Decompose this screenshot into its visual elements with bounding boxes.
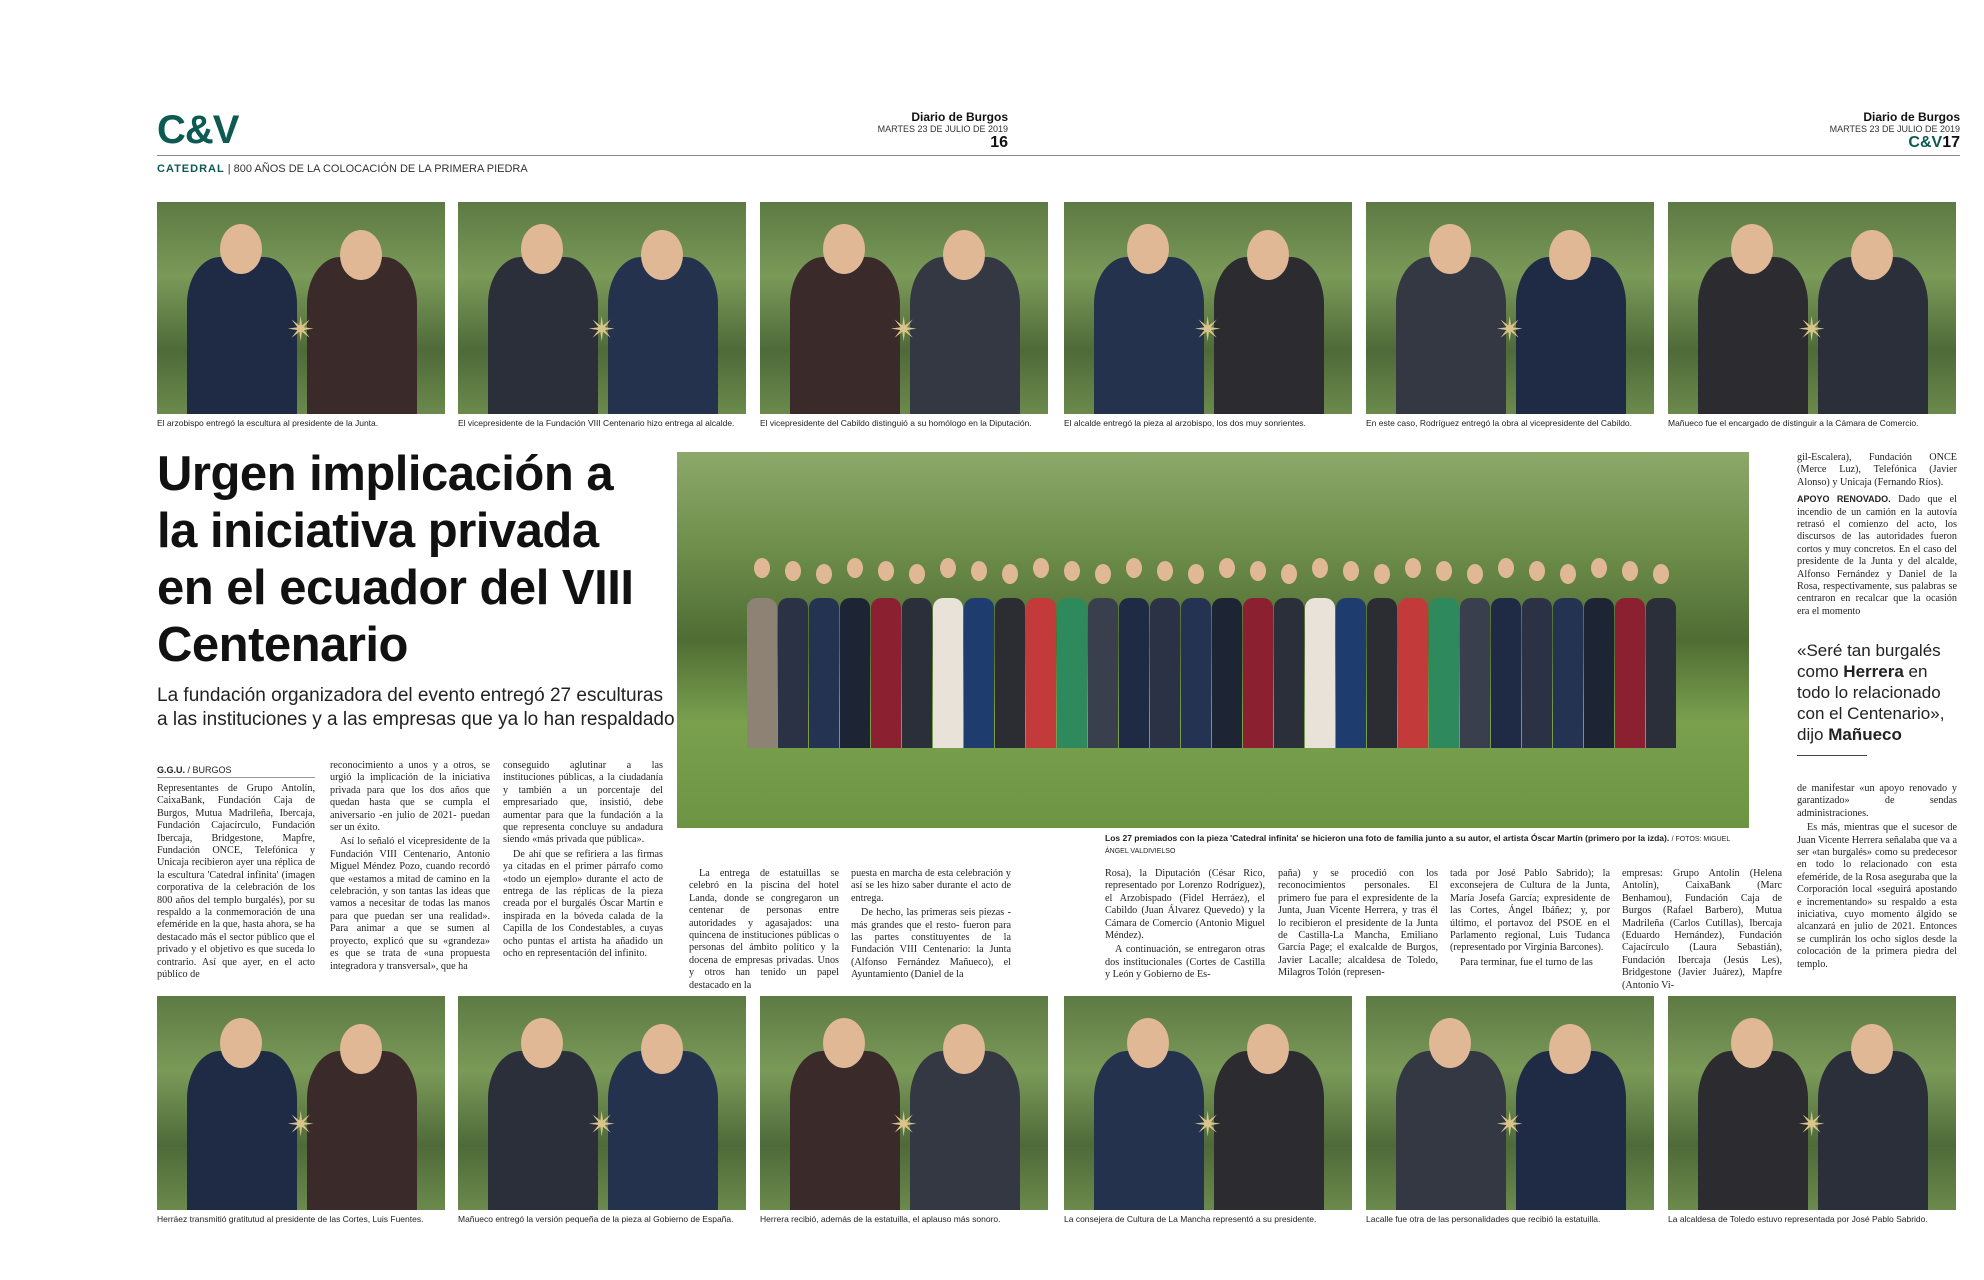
person-figure xyxy=(608,1051,718,1210)
left-masthead xyxy=(860,110,1008,152)
award-photo xyxy=(1668,202,1956,414)
person-face xyxy=(1127,1018,1169,1068)
photo-caption: Herrera recibió, además de la estatuilla, el aplauso más sonoro. xyxy=(760,1214,1001,1224)
sculpture-icon: ✴ xyxy=(286,310,316,350)
sculpture-icon: ✴ xyxy=(1495,1105,1525,1145)
person-figure xyxy=(488,1051,598,1210)
photo-caption: El vicepresidente de la Fundación VIII Centenario hizo entrega al alcalde. xyxy=(458,418,735,428)
person-figure xyxy=(1396,257,1506,414)
group-face xyxy=(1281,564,1297,584)
person-face xyxy=(1731,224,1773,274)
column-6: Rosa), la Diputación (César Rico, representado por Lorenzo Rodríguez), el Arzobispado (Fidel Herráez), el Cabildo (Juan Álvarez Quevedo) y la Cámara de Comercio (Antonio Miguel Méndez). A continuación, se entregaron otras dos institucionales (Cortes de Castilla y León y Gobierno de Es- xyxy=(1105,868,1265,981)
group-person xyxy=(747,598,777,748)
group-face xyxy=(1250,561,1266,581)
group-face xyxy=(1312,558,1328,578)
sculpture-icon: ✴ xyxy=(889,310,919,350)
group-face xyxy=(1126,558,1142,578)
group-person xyxy=(1305,598,1335,748)
group-person xyxy=(1243,598,1273,748)
person-figure xyxy=(1094,257,1204,414)
header-rule xyxy=(157,155,1960,156)
group-face xyxy=(1560,564,1576,584)
person-figure xyxy=(1396,1051,1506,1210)
section-header: CATEDRAL | 800 AÑOS DE LA COLOCACIÓN DE LA PRIMERA PIEDRA xyxy=(157,163,528,175)
group-person xyxy=(1367,598,1397,748)
group-person xyxy=(1181,598,1211,748)
person-figure xyxy=(307,1051,417,1210)
photo-caption: La consejera de Cultura de La Mancha representó a su presidente. xyxy=(1064,1214,1317,1224)
group-face xyxy=(754,558,770,578)
person-figure xyxy=(1214,1051,1324,1210)
sculpture-icon: ✴ xyxy=(587,310,617,350)
person-face xyxy=(1851,1024,1893,1074)
person-face xyxy=(823,224,865,274)
group-face xyxy=(1188,564,1204,584)
quote-rule xyxy=(1797,755,1867,756)
group-photo-caption: Los 27 premiados con la pieza 'Catedral infinita' se hicieron una foto de familia junto a su autor, el artista Óscar Martín (primero por la izda). / FOTOS: MIGUEL ÁNGEL VALDIVIELSO xyxy=(1105,833,1730,855)
group-face xyxy=(1436,561,1452,581)
group-photo xyxy=(677,452,1749,828)
award-photo xyxy=(157,202,445,414)
group-person xyxy=(1026,598,1056,748)
person-face xyxy=(1247,230,1289,280)
group-face xyxy=(940,558,956,578)
group-person xyxy=(1460,598,1490,748)
sculpture-icon: ✴ xyxy=(1797,1105,1827,1145)
person-figure xyxy=(1818,1051,1928,1210)
group-face xyxy=(1064,561,1080,581)
group-person xyxy=(871,598,901,748)
issue-date-right: MARTES 23 DE JULIO DE 2019 xyxy=(1829,124,1960,134)
left-page-number: 16 xyxy=(990,134,1008,151)
column-2: reconocimiento a unos y a otros, se urgió la implicación de la iniciativa privada para que los dos años que quedan hasta que se cumpla el aniversario -en julio de 2021- puedan ser un éxito. Así lo señaló el vicepresidente de la Fundación VIII Centenario, Antonio Miguel Méndez Pozo, cuando recordó que «estamos a mitad de camino en la celebración, y son tantas las ideas que vamos a necesitar de todas las manos para que puedan ser una realidad». Para animar a que se sumen al proyecto, explicó que su «grandeza» es que se trata de «una propuesta integradora y transversal», que ha xyxy=(330,760,490,972)
person-figure xyxy=(1516,1051,1626,1210)
group-face xyxy=(1653,564,1669,584)
photo-caption: El alcalde entregó la pieza al arzobispo, los dos muy sonrientes. xyxy=(1064,418,1306,428)
award-photo xyxy=(157,996,445,1210)
person-face xyxy=(1851,230,1893,280)
group-face xyxy=(1343,561,1359,581)
group-face xyxy=(1498,558,1514,578)
person-face xyxy=(641,230,683,280)
photo-caption: Lacalle fue otra de las personalidades que recibió la estatuilla. xyxy=(1366,1214,1601,1224)
person-figure xyxy=(608,257,718,414)
person-face xyxy=(1247,1024,1289,1074)
group-face xyxy=(1405,558,1421,578)
group-person xyxy=(1119,598,1149,748)
photo-caption: Mañueco entregó la versión pequeña de la pieza al Gobierno de España. xyxy=(458,1214,734,1224)
award-photo xyxy=(760,202,1048,414)
person-face xyxy=(1549,230,1591,280)
group-person xyxy=(1274,598,1304,748)
group-person xyxy=(1150,598,1180,748)
group-person xyxy=(902,598,932,748)
group-person xyxy=(1522,598,1552,748)
person-figure xyxy=(1698,257,1808,414)
issue-date: MARTES 23 DE JULIO DE 2019 xyxy=(877,124,1008,134)
group-person xyxy=(840,598,870,748)
right-column-top: gil-Escalera), Fundación ONCE (Merce Luz), Telefónica (Javier Alonso) y Unicaja (Fernando Ríos). APOYO RENOVADO. Dado que el incendio de un camión en la autovía retrasó el comienzo del acto, los discursos de las autoridades fueron cortos y muy concretos. En el caso del presidente de la Junta y del alcalde, Alfonso Fernández y Daniel de la Rosa, respectivamente, sus palabras se centraron en recalcar que la ocasión era el momento xyxy=(1797,452,1957,617)
subheadline: La fundación organizadora del evento entregó 27 esculturas a las instituciones y a las empresas que ya lo han respaldado xyxy=(157,685,675,730)
right-column-bottom: de manifestar «un apoyo renovado y garantizado» de sendas administraciones. Es más, mientras que el sucesor de Juan Vicente Herrera señalaba que va a ser «tan burgalés» como su predecesor en todo lo relacionado con esta efeméride, de la Rosa aseguraba que la Corporación local «seguirá apostando e incrementando» su respaldo a esta iniciativa, cuyo momento álgido se alcanzará en julio de 2021. Entonces se cumplirán los ocho siglos desde la colocación de la primera piedra del templo. xyxy=(1797,783,1957,970)
subsection-lead: APOYO RENOVADO. xyxy=(1797,494,1891,505)
group-face xyxy=(1529,561,1545,581)
person-face xyxy=(340,1024,382,1074)
group-face xyxy=(1157,561,1173,581)
award-photo xyxy=(760,996,1048,1210)
person-face xyxy=(943,230,985,280)
person-face xyxy=(943,1024,985,1074)
group-person xyxy=(1491,598,1521,748)
group-person xyxy=(1429,598,1459,748)
award-photo xyxy=(1064,202,1352,414)
person-face xyxy=(220,224,262,274)
photo-caption: La alcaldesa de Toledo estuvo representada por José Pablo Sabrido. xyxy=(1668,1214,1928,1224)
group-face xyxy=(1591,558,1607,578)
person-face xyxy=(823,1018,865,1068)
paper-name: Diario de Burgos xyxy=(911,110,1008,124)
person-figure xyxy=(910,257,1020,414)
person-face xyxy=(1549,1024,1591,1074)
photo-caption: En este caso, Rodríguez entregó la obra al vicepresidente del Cabildo. xyxy=(1366,418,1633,428)
award-photo xyxy=(1366,996,1654,1210)
group-face xyxy=(1374,564,1390,584)
award-photo xyxy=(1064,996,1352,1210)
group-person xyxy=(1584,598,1614,748)
group-face xyxy=(1002,564,1018,584)
sculpture-icon: ✴ xyxy=(1193,310,1223,350)
person-figure xyxy=(1214,257,1324,414)
column-7: paña) y se procedió con los reconocimientos personales. El primero fue para el expresidente de la Junta, Juan Vicente Herrera, y tras él lo recibieron el presidente de la Junta de Castilla-La Mancha, Emiliano García Page; el exalcalde de Burgos, Javier Lacalle; alcaldesa de Toledo, Milagros Tolón (represen- xyxy=(1278,868,1438,979)
person-face xyxy=(1127,224,1169,274)
group-face xyxy=(1219,558,1235,578)
column-5: puesta en marcha de esta celebración y así se les hizo saber durante el acto de entrega. De hecho, las primeras seis piezas -más grandes que el resto- fueron para las partes constituyentes de la Fundación VIII Centenario: la Junta (Alfonso Fernández Mañueco), el Ayuntamiento (Daniel de la xyxy=(851,868,1011,981)
sculpture-icon: ✴ xyxy=(889,1105,919,1145)
person-figure xyxy=(910,1051,1020,1210)
right-page-number: C&V17 xyxy=(1908,134,1960,151)
headline: Urgen implicación a la iniciativa privada en el ecuador del VIII Centenario xyxy=(157,447,634,672)
person-figure xyxy=(1094,1051,1204,1210)
sculpture-icon: ✴ xyxy=(286,1105,316,1145)
group-face xyxy=(971,561,987,581)
award-photo xyxy=(1668,996,1956,1210)
person-figure xyxy=(790,257,900,414)
person-face xyxy=(220,1018,262,1068)
group-face xyxy=(847,558,863,578)
person-figure xyxy=(187,1051,297,1210)
person-face xyxy=(1429,1018,1471,1068)
group-person xyxy=(1646,598,1676,748)
person-figure xyxy=(307,257,417,414)
group-face xyxy=(1033,558,1049,578)
group-face xyxy=(878,561,894,581)
group-person xyxy=(1057,598,1087,748)
group-person xyxy=(809,598,839,748)
right-masthead xyxy=(1810,110,1960,152)
sculpture-icon: ✴ xyxy=(587,1105,617,1145)
sculpture-icon: ✴ xyxy=(1193,1105,1223,1145)
person-figure xyxy=(488,257,598,414)
group-person xyxy=(933,598,963,748)
group-face xyxy=(1095,564,1111,584)
person-face xyxy=(521,1018,563,1068)
award-photo xyxy=(1366,202,1654,414)
group-person xyxy=(1212,598,1242,748)
award-photo xyxy=(458,996,746,1210)
group-person xyxy=(995,598,1025,748)
paper-name-right: Diario de Burgos xyxy=(1863,110,1960,124)
group-face xyxy=(785,561,801,581)
sculpture-icon: ✴ xyxy=(1495,310,1525,350)
person-figure xyxy=(1698,1051,1808,1210)
award-photo xyxy=(458,202,746,414)
photo-credit: / FOTOS: MIGUEL ÁNGEL VALDIVIELSO xyxy=(1105,836,1730,855)
group-face xyxy=(816,564,832,584)
group-person xyxy=(964,598,994,748)
group-face xyxy=(1622,561,1638,581)
person-face xyxy=(641,1024,683,1074)
photo-caption: El arzobispo entregó la escultura al presidente de la Junta. xyxy=(157,418,379,428)
person-face xyxy=(1429,224,1471,274)
group-person xyxy=(1553,598,1583,748)
section-logo: C&V xyxy=(157,108,239,152)
group-person xyxy=(778,598,808,748)
pull-quote: «Seré tan burgalés como Herrera en todo lo relacionado con el Centenario», dijo Mañueco xyxy=(1797,641,1945,744)
group-person xyxy=(1398,598,1428,748)
photo-caption: Mañueco fue el encargado de distinguir a la Cámara de Comercio. xyxy=(1668,418,1919,428)
person-figure xyxy=(187,257,297,414)
column-1: Representantes de Grupo Antolín, CaixaBank, Fundación Caja de Burgos, Mutua Madrileña, Ibercaja, Fundación Cajacírculo, Fundación Ibercaja, Bridgestone, Mapfre, Fundación ONCE, Telefónica y Unicaja recibieron ayer una réplica de la escultura 'Catedral infinita' (imagen corporativa de la celebración de los 800 años del templo burgalés), por su respaldo a la conmemoración de una efeméride en la que, hasta ahora, se ha destacado más el sector público que el privado y el objetivo es que suceda lo contrario. Así que ayer, en el acto público de xyxy=(157,783,315,981)
photo-caption: El vicepresidente del Cabildo distinguió a su homólogo en la Diputación. xyxy=(760,418,1032,428)
photo-caption: Herráez transmitió gratitutud al presidente de las Cortes, Luis Fuentes. xyxy=(157,1214,424,1224)
person-face xyxy=(340,230,382,280)
byline: G.G.U. / BURGOS xyxy=(157,765,315,778)
person-figure xyxy=(1516,257,1626,414)
column-8: tada por José Pablo Sabrido); la exconsejera de Cultura de la Junta, María Josefa García; expresidente de las Cortes, Ángel Ibáñez; y, por último, el portavoz del PSOE en el Parlamento regional, Luis Tudanca (representado por Virginia Barcones). Para terminar, fue el turno de las xyxy=(1450,868,1610,968)
group-face xyxy=(909,564,925,584)
person-face xyxy=(1731,1018,1773,1068)
group-face xyxy=(1467,564,1483,584)
group-person xyxy=(1615,598,1645,748)
column-9: empresas: Grupo Antolín (Helena Antolín), CaixaBank (Marc Benhamou), Fundación Caja de Burgos (Rafael Barbero), Mutua Madrileña (Carlos Cutillas), Ibercaja (Eduardo Hernández), Fundación Cajacírculo (Laura Sebastián), Fundación Ibercaja (Jesús Les), Bridgestone (Javier Juárez), Mapfre (Antonio Vi- xyxy=(1622,868,1782,991)
column-4: La entrega de estatuillas se celebró en la piscina del hotel Landa, donde se congregaron un centenar de personas entre autoridades y agasajados: una quincena de instituciones públicas o personas del ámbito político y la docena de empresas privadas. Unos y otros han tenido un papel destacado en la xyxy=(689,868,839,991)
sculpture-icon: ✴ xyxy=(1797,310,1827,350)
group-person xyxy=(1336,598,1366,748)
person-figure xyxy=(790,1051,900,1210)
group-person xyxy=(1088,598,1118,748)
person-figure xyxy=(1818,257,1928,414)
column-3: conseguido aglutinar a las instituciones públicas, a la ciudadanía y también a un porcentaje del empresariado que, insistió, debe aumentar para que la fundación a la que representa concluye su andadura siendo «más privada que pública». De ahí que se refiriera a las firmas ya citadas en el primer párrafo como «todo un ejemplo» durante el acto de entrega de las réplicas de la pieza creada por el burgalés Óscar Martín e inspirada en la bóveda calada de la Capilla de los Condestables, a cuyas ocho puntas el artista ha añadido un ocho en representación del infinito. xyxy=(503,760,663,960)
person-face xyxy=(521,224,563,274)
